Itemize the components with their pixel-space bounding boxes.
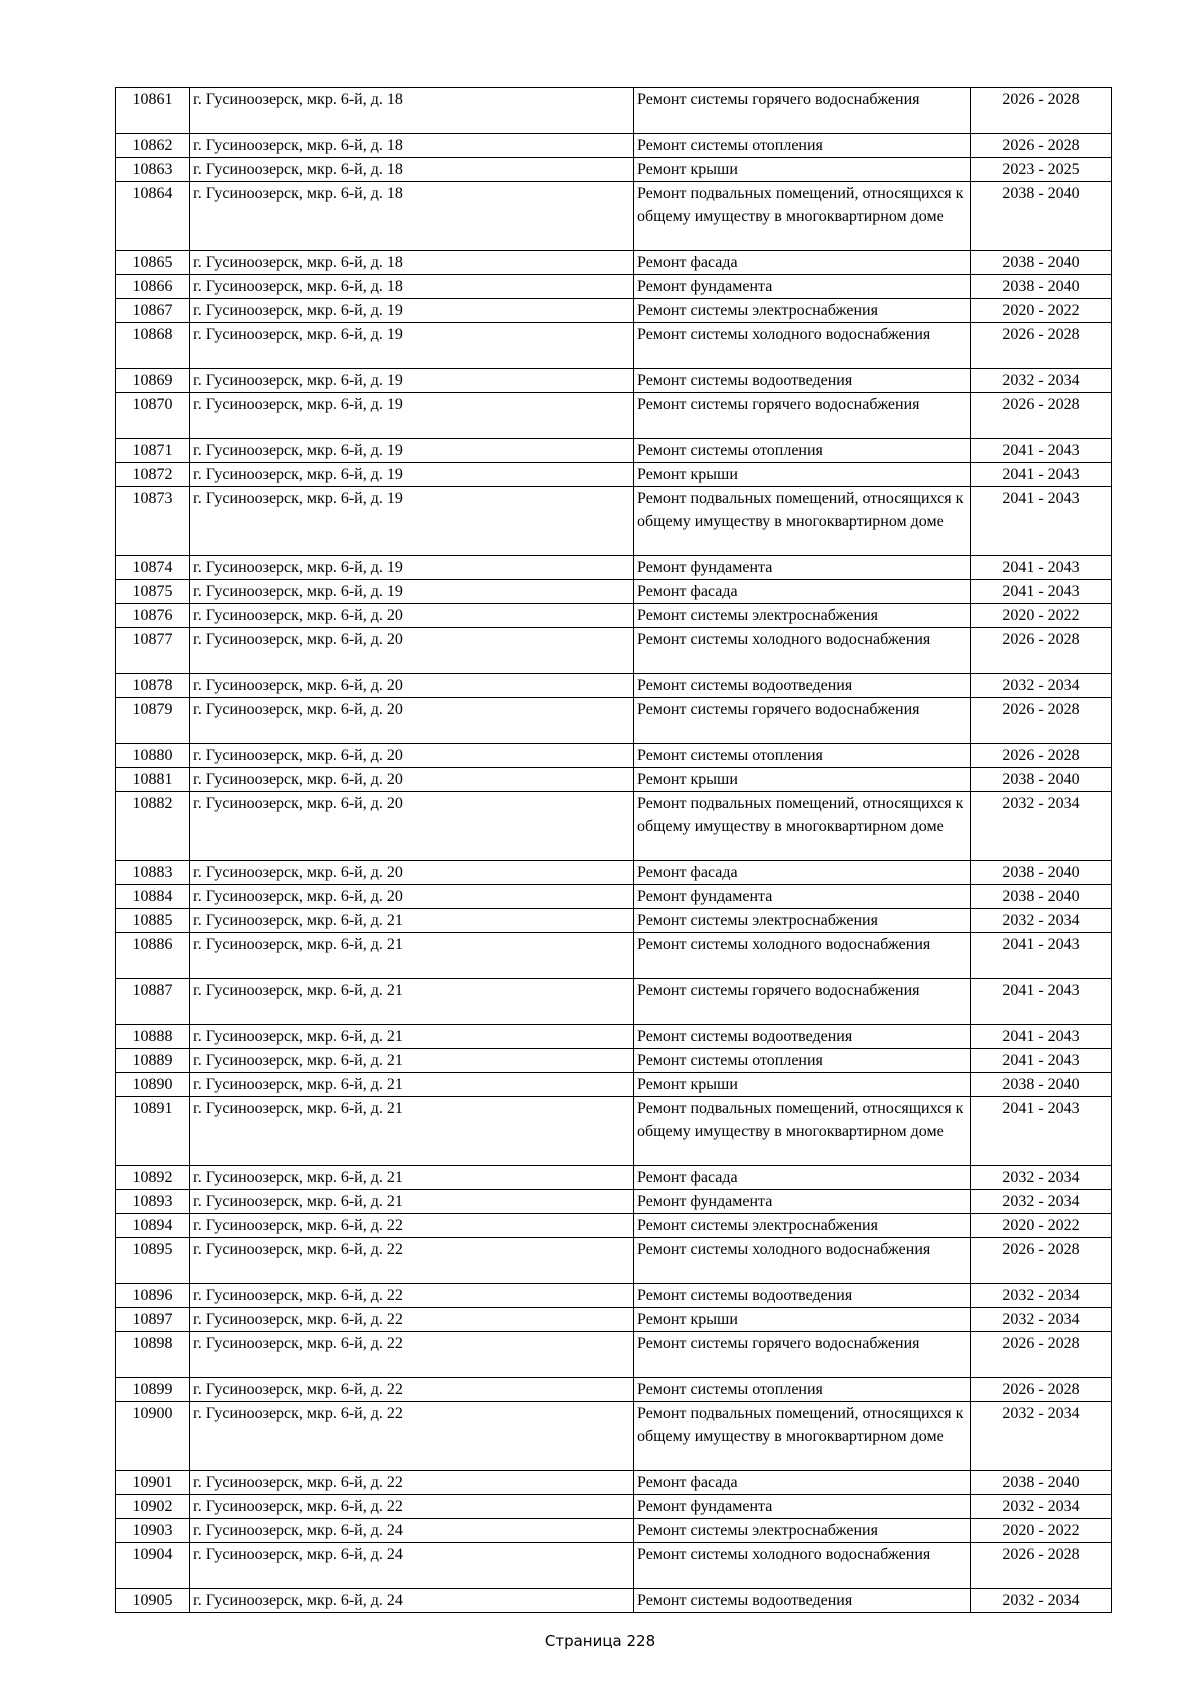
row-work-type: Ремонт подвальных помещений, относящихся к общему имуществу в многоквартирном доме: [634, 1097, 971, 1166]
row-period: 2020 - 2022: [971, 604, 1112, 628]
table-row: [116, 1049, 1112, 1073]
page-number: Страница 228: [544, 1632, 656, 1650]
row-number: 10885: [116, 909, 190, 933]
table-row: [116, 979, 1112, 1025]
row-number: 10880: [116, 744, 190, 768]
table-row: [116, 88, 1112, 134]
row-number: 10903: [116, 1519, 190, 1543]
row-address: г. Гусиноозерск, мкр. 6-й, д. 22: [190, 1402, 634, 1471]
table-row: [116, 299, 1112, 323]
row-work-type: Ремонт системы отопления: [634, 1049, 971, 1073]
row-address: г. Гусиноозерск, мкр. 6-й, д. 20: [190, 628, 634, 674]
row-work-type: Ремонт системы электроснабжения: [634, 299, 971, 323]
row-period: 2026 - 2028: [971, 134, 1112, 158]
table-row: [116, 1025, 1112, 1049]
row-work-type: Ремонт системы холодного водоснабжения: [634, 628, 971, 674]
row-work-type: Ремонт системы электроснабжения: [634, 1214, 971, 1238]
table-row: [116, 1190, 1112, 1214]
table-row: [116, 1308, 1112, 1332]
row-work-type: Ремонт системы горячего водоснабжения: [634, 393, 971, 439]
row-address: г. Гусиноозерск, мкр. 6-й, д. 20: [190, 885, 634, 909]
row-period: 2026 - 2028: [971, 1543, 1112, 1589]
row-address: г. Гусиноозерск, мкр. 6-й, д. 19: [190, 393, 634, 439]
row-number: 10904: [116, 1543, 190, 1589]
row-work-type: Ремонт системы холодного водоснабжения: [634, 933, 971, 979]
table-row: [116, 1097, 1112, 1166]
table-row: [116, 487, 1112, 556]
row-period: 2041 - 2043: [971, 580, 1112, 604]
table-row: [116, 933, 1112, 979]
row-number: 10872: [116, 463, 190, 487]
table-row: [116, 323, 1112, 369]
row-address: г. Гусиноозерск, мкр. 6-й, д. 19: [190, 323, 634, 369]
table-row: [116, 768, 1112, 792]
row-number: 10896: [116, 1284, 190, 1308]
row-period: 2041 - 2043: [971, 1025, 1112, 1049]
row-work-type: Ремонт подвальных помещений, относящихся к общему имуществу в многоквартирном доме: [634, 792, 971, 861]
row-address: г. Гусиноозерск, мкр. 6-й, д. 21: [190, 1190, 634, 1214]
row-address: г. Гусиноозерск, мкр. 6-й, д. 22: [190, 1214, 634, 1238]
row-address: г. Гусиноозерск, мкр. 6-й, д. 19: [190, 556, 634, 580]
row-period: 2038 - 2040: [971, 182, 1112, 251]
row-number: 10890: [116, 1073, 190, 1097]
row-address: г. Гусиноозерск, мкр. 6-й, д. 18: [190, 158, 634, 182]
table-row: [116, 275, 1112, 299]
row-period: 2032 - 2034: [971, 1166, 1112, 1190]
row-number: 10882: [116, 792, 190, 861]
table-body: [116, 88, 1112, 1613]
row-address: г. Гусиноозерск, мкр. 6-й, д. 21: [190, 933, 634, 979]
row-work-type: Ремонт системы холодного водоснабжения: [634, 323, 971, 369]
row-number: 10868: [116, 323, 190, 369]
table-row: [116, 439, 1112, 463]
table-row: [116, 1543, 1112, 1589]
row-period: 2041 - 2043: [971, 463, 1112, 487]
row-period: 2026 - 2028: [971, 744, 1112, 768]
row-number: 10874: [116, 556, 190, 580]
row-work-type: Ремонт фасада: [634, 1471, 971, 1495]
row-number: 10884: [116, 885, 190, 909]
row-work-type: Ремонт фасада: [634, 861, 971, 885]
table-row: [116, 1402, 1112, 1471]
row-address: г. Гусиноозерск, мкр. 6-й, д. 21: [190, 979, 634, 1025]
row-period: 2041 - 2043: [971, 487, 1112, 556]
row-number: 10902: [116, 1495, 190, 1519]
row-number: 10873: [116, 487, 190, 556]
table-row: [116, 556, 1112, 580]
table-row: [116, 1519, 1112, 1543]
row-period: 2041 - 2043: [971, 979, 1112, 1025]
row-number: 10887: [116, 979, 190, 1025]
row-address: г. Гусиноозерск, мкр. 6-й, д. 19: [190, 463, 634, 487]
row-number: 10871: [116, 439, 190, 463]
row-period: 2032 - 2034: [971, 674, 1112, 698]
row-work-type: Ремонт системы горячего водоснабжения: [634, 979, 971, 1025]
row-address: г. Гусиноозерск, мкр. 6-й, д. 19: [190, 580, 634, 604]
row-work-type: Ремонт системы горячего водоснабжения: [634, 698, 971, 744]
row-period: 2032 - 2034: [971, 1190, 1112, 1214]
row-work-type: Ремонт фасада: [634, 1166, 971, 1190]
row-address: г. Гусиноозерск, мкр. 6-й, д. 22: [190, 1495, 634, 1519]
row-work-type: Ремонт системы отопления: [634, 134, 971, 158]
table-row: [116, 393, 1112, 439]
row-period: 2023 - 2025: [971, 158, 1112, 182]
row-period: 2041 - 2043: [971, 1049, 1112, 1073]
row-number: 10864: [116, 182, 190, 251]
row-number: 10891: [116, 1097, 190, 1166]
row-work-type: Ремонт системы водоотведения: [634, 674, 971, 698]
row-period: 2032 - 2034: [971, 1589, 1112, 1613]
row-work-type: Ремонт фасада: [634, 580, 971, 604]
row-number: 10899: [116, 1378, 190, 1402]
row-period: 2041 - 2043: [971, 933, 1112, 979]
table-row: [116, 182, 1112, 251]
row-number: 10869: [116, 369, 190, 393]
row-address: г. Гусиноозерск, мкр. 6-й, д. 19: [190, 439, 634, 463]
row-number: 10861: [116, 88, 190, 134]
row-work-type: Ремонт системы холодного водоснабжения: [634, 1238, 971, 1284]
row-address: г. Гусиноозерск, мкр. 6-й, д. 20: [190, 674, 634, 698]
row-address: г. Гусиноозерск, мкр. 6-й, д. 18: [190, 251, 634, 275]
row-address: г. Гусиноозерск, мкр. 6-й, д. 22: [190, 1332, 634, 1378]
row-address: г. Гусиноозерск, мкр. 6-й, д. 19: [190, 299, 634, 323]
row-work-type: Ремонт системы холодного водоснабжения: [634, 1543, 971, 1589]
table-row: [116, 1238, 1112, 1284]
row-number: 10881: [116, 768, 190, 792]
row-address: г. Гусиноозерск, мкр. 6-й, д. 19: [190, 369, 634, 393]
row-address: г. Гусиноозерск, мкр. 6-й, д. 20: [190, 604, 634, 628]
row-period: 2038 - 2040: [971, 1471, 1112, 1495]
row-address: г. Гусиноозерск, мкр. 6-й, д. 22: [190, 1238, 634, 1284]
row-address: г. Гусиноозерск, мкр. 6-й, д. 22: [190, 1284, 634, 1308]
row-number: 10886: [116, 933, 190, 979]
row-period: 2032 - 2034: [971, 1284, 1112, 1308]
row-number: 10889: [116, 1049, 190, 1073]
row-number: 10877: [116, 628, 190, 674]
row-address: г. Гусиноозерск, мкр. 6-й, д. 22: [190, 1308, 634, 1332]
row-number: 10888: [116, 1025, 190, 1049]
row-number: 10863: [116, 158, 190, 182]
table-row: [116, 698, 1112, 744]
row-address: г. Гусиноозерск, мкр. 6-й, д. 20: [190, 792, 634, 861]
row-work-type: Ремонт системы горячего водоснабжения: [634, 88, 971, 134]
table-row: [116, 1495, 1112, 1519]
table-row: [116, 1214, 1112, 1238]
row-number: 10879: [116, 698, 190, 744]
row-work-type: Ремонт системы водоотведения: [634, 369, 971, 393]
row-address: г. Гусиноозерск, мкр. 6-й, д. 18: [190, 134, 634, 158]
row-number: 10876: [116, 604, 190, 628]
row-period: 2020 - 2022: [971, 299, 1112, 323]
row-work-type: Ремонт системы электроснабжения: [634, 604, 971, 628]
row-work-type: Ремонт крыши: [634, 463, 971, 487]
row-address: г. Гусиноозерск, мкр. 6-й, д. 21: [190, 1073, 634, 1097]
table-row: [116, 628, 1112, 674]
table-row: [116, 158, 1112, 182]
row-address: г. Гусиноозерск, мкр. 6-й, д. 21: [190, 1025, 634, 1049]
row-period: 2038 - 2040: [971, 1073, 1112, 1097]
row-number: 10897: [116, 1308, 190, 1332]
row-work-type: Ремонт системы отопления: [634, 1378, 971, 1402]
row-work-type: Ремонт системы горячего водоснабжения: [634, 1332, 971, 1378]
row-address: г. Гусиноозерск, мкр. 6-й, д. 20: [190, 744, 634, 768]
table-row: [116, 1378, 1112, 1402]
row-period: 2032 - 2034: [971, 909, 1112, 933]
row-address: г. Гусиноозерск, мкр. 6-й, д. 24: [190, 1519, 634, 1543]
row-work-type: Ремонт фундамента: [634, 1190, 971, 1214]
row-work-type: Ремонт системы электроснабжения: [634, 909, 971, 933]
row-period: 2020 - 2022: [971, 1519, 1112, 1543]
row-period: 2041 - 2043: [971, 439, 1112, 463]
row-number: 10893: [116, 1190, 190, 1214]
row-period: 2038 - 2040: [971, 861, 1112, 885]
row-period: 2026 - 2028: [971, 1378, 1112, 1402]
table-row: [116, 1284, 1112, 1308]
row-number: 10900: [116, 1402, 190, 1471]
row-period: 2038 - 2040: [971, 251, 1112, 275]
table-row: [116, 580, 1112, 604]
row-period: 2026 - 2028: [971, 1238, 1112, 1284]
row-address: г. Гусиноозерск, мкр. 6-й, д. 24: [190, 1589, 634, 1613]
table-row: [116, 1073, 1112, 1097]
table-row: [116, 861, 1112, 885]
row-work-type: Ремонт системы водоотведения: [634, 1589, 971, 1613]
row-address: г. Гусиноозерск, мкр. 6-й, д. 24: [190, 1543, 634, 1589]
row-work-type: Ремонт системы отопления: [634, 744, 971, 768]
row-period: 2032 - 2034: [971, 1308, 1112, 1332]
table-row: [116, 369, 1112, 393]
row-number: 10875: [116, 580, 190, 604]
table-row: [116, 134, 1112, 158]
row-period: 2032 - 2034: [971, 1495, 1112, 1519]
row-period: 2038 - 2040: [971, 885, 1112, 909]
row-number: 10866: [116, 275, 190, 299]
row-period: 2032 - 2034: [971, 792, 1112, 861]
row-period: 2041 - 2043: [971, 556, 1112, 580]
row-period: 2038 - 2040: [971, 275, 1112, 299]
row-address: г. Гусиноозерск, мкр. 6-й, д. 20: [190, 768, 634, 792]
row-work-type: Ремонт системы водоотведения: [634, 1025, 971, 1049]
row-number: 10870: [116, 393, 190, 439]
row-number: 10901: [116, 1471, 190, 1495]
row-work-type: Ремонт фундамента: [634, 556, 971, 580]
table-row: [116, 1471, 1112, 1495]
row-number: 10865: [116, 251, 190, 275]
row-number: 10867: [116, 299, 190, 323]
row-address: г. Гусиноозерск, мкр. 6-й, д. 18: [190, 182, 634, 251]
row-period: 2026 - 2028: [971, 1332, 1112, 1378]
row-period: 2032 - 2034: [971, 369, 1112, 393]
row-work-type: Ремонт крыши: [634, 1308, 971, 1332]
row-address: г. Гусиноозерск, мкр. 6-й, д. 21: [190, 1049, 634, 1073]
table-row: [116, 1589, 1112, 1613]
row-address: г. Гусиноозерск, мкр. 6-й, д. 21: [190, 909, 634, 933]
row-work-type: Ремонт системы отопления: [634, 439, 971, 463]
table-row: [116, 1332, 1112, 1378]
row-number: 10878: [116, 674, 190, 698]
row-address: г. Гусиноозерск, мкр. 6-й, д. 20: [190, 698, 634, 744]
table-row: [116, 792, 1112, 861]
table-row: [116, 604, 1112, 628]
row-address: г. Гусиноозерск, мкр. 6-й, д. 18: [190, 275, 634, 299]
row-number: 10898: [116, 1332, 190, 1378]
row-work-type: Ремонт фундамента: [634, 1495, 971, 1519]
row-number: 10862: [116, 134, 190, 158]
row-period: 2032 - 2034: [971, 1402, 1112, 1471]
row-period: 2026 - 2028: [971, 698, 1112, 744]
row-work-type: Ремонт подвальных помещений, относящихся к общему имуществу в многоквартирном доме: [634, 182, 971, 251]
table-row: [116, 251, 1112, 275]
row-work-type: Ремонт фасада: [634, 251, 971, 275]
row-work-type: Ремонт подвальных помещений, относящихся к общему имуществу в многоквартирном доме: [634, 487, 971, 556]
row-period: 2026 - 2028: [971, 88, 1112, 134]
row-number: 10883: [116, 861, 190, 885]
row-address: г. Гусиноозерск, мкр. 6-й, д. 21: [190, 1097, 634, 1166]
row-number: 10905: [116, 1589, 190, 1613]
row-period: 2026 - 2028: [971, 628, 1112, 674]
row-period: 2026 - 2028: [971, 323, 1112, 369]
row-number: 10894: [116, 1214, 190, 1238]
row-work-type: Ремонт фундамента: [634, 275, 971, 299]
row-work-type: Ремонт крыши: [634, 158, 971, 182]
row-period: 2038 - 2040: [971, 768, 1112, 792]
row-address: г. Гусиноозерск, мкр. 6-й, д. 21: [190, 1166, 634, 1190]
table-row: [116, 909, 1112, 933]
row-period: 2026 - 2028: [971, 393, 1112, 439]
row-work-type: Ремонт фундамента: [634, 885, 971, 909]
row-work-type: Ремонт подвальных помещений, относящихся к общему имуществу в многоквартирном доме: [634, 1402, 971, 1471]
table-row: [116, 1166, 1112, 1190]
row-address: г. Гусиноозерск, мкр. 6-й, д. 19: [190, 487, 634, 556]
row-address: г. Гусиноозерск, мкр. 6-й, д. 20: [190, 861, 634, 885]
row-address: г. Гусиноозерск, мкр. 6-й, д. 22: [190, 1378, 634, 1402]
row-number: 10892: [116, 1166, 190, 1190]
row-work-type: Ремонт системы электроснабжения: [634, 1519, 971, 1543]
row-period: 2020 - 2022: [971, 1214, 1112, 1238]
row-number: 10895: [116, 1238, 190, 1284]
row-work-type: Ремонт системы водоотведения: [634, 1284, 971, 1308]
row-address: г. Гусиноозерск, мкр. 6-й, д. 18: [190, 88, 634, 134]
table-row: [116, 744, 1112, 768]
row-address: г. Гусиноозерск, мкр. 6-й, д. 22: [190, 1471, 634, 1495]
table-row: [116, 674, 1112, 698]
row-work-type: Ремонт крыши: [634, 1073, 971, 1097]
row-period: 2041 - 2043: [971, 1097, 1112, 1166]
table-row: [116, 885, 1112, 909]
row-work-type: Ремонт крыши: [634, 768, 971, 792]
repair-schedule-table: [115, 87, 1112, 1613]
table-row: [116, 463, 1112, 487]
